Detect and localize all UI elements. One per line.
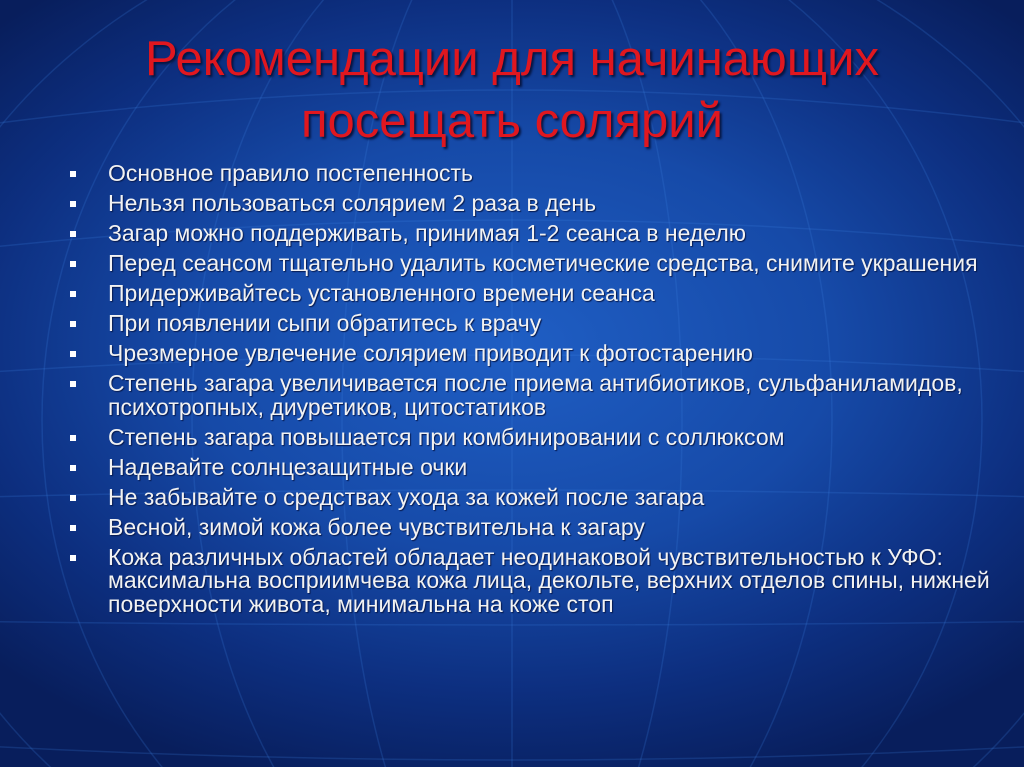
square-bullet-icon — [70, 525, 76, 531]
square-bullet-icon — [70, 351, 76, 357]
list-item-text: Весной, зимой кожа более чувствительна к загару — [108, 513, 645, 540]
list-item-text: Нельзя пользоваться солярием 2 раза в день — [108, 190, 597, 216]
list-item-text: Чрезмерное увлечение солярием приводит к фотостарению — [108, 340, 753, 366]
list-item — [68, 222, 1008, 246]
list-item — [68, 282, 1008, 306]
square-bullet-icon — [70, 231, 76, 237]
list-item — [68, 513, 1008, 540]
list-item-text: Перед сеансом тщательно удалить косметические средства, снимите украшения — [108, 250, 978, 276]
square-bullet-icon — [70, 435, 76, 441]
list-item-text: Загар можно поддерживать, принимая 1-2 сеанса в неделю — [108, 220, 747, 246]
list-item-text: При появлении сыпи обратитесь к врачу — [108, 310, 542, 336]
square-bullet-icon — [70, 261, 76, 267]
recommendations-list — [68, 162, 1008, 623]
list-item — [68, 483, 1008, 510]
list-item-text: Степень загара увеличивается после приема антибиотиков, сульфаниламидов, психотропных, диуретиков, цитостатиков — [108, 370, 963, 420]
square-bullet-icon — [70, 321, 76, 327]
list-item — [68, 372, 1008, 419]
square-bullet-icon — [70, 171, 76, 177]
list-item — [68, 252, 1008, 276]
list-item — [68, 543, 1008, 617]
list-item — [68, 423, 1008, 450]
list-item — [68, 192, 1008, 216]
list-item-text: Кожа различных областей обладает неодинаковой чувствительностью к УФО: максимальна восприимчева кожа лица, декольте, верхних отделов спины, нижней поверхности живота, минимальна на коже стоп — [108, 543, 990, 617]
title-line-1: Рекомендации для начинающих — [145, 32, 879, 86]
square-bullet-icon — [70, 465, 76, 471]
list-item-text: Придерживайтесь установленного времени сеанса — [108, 280, 655, 306]
list-item-text: Основное правило постепенность — [108, 160, 474, 186]
slide-title — [40, 28, 984, 152]
title-line-2: посещать солярий — [301, 94, 723, 148]
list-item — [68, 453, 1008, 480]
list-item — [68, 162, 1008, 186]
list-item — [68, 312, 1008, 336]
square-bullet-icon — [70, 495, 76, 501]
square-bullet-icon — [70, 201, 76, 207]
list-item-text: Не забывайте о средствах ухода за кожей после загара — [108, 483, 705, 510]
list-item-text: Степень загара повышается при комбинировании с соллюксом — [108, 423, 785, 450]
square-bullet-icon — [70, 555, 76, 561]
list-item — [68, 342, 1008, 366]
square-bullet-icon — [70, 381, 76, 387]
square-bullet-icon — [70, 291, 76, 297]
list-item-text: Надевайте солнцезащитные очки — [108, 453, 468, 480]
